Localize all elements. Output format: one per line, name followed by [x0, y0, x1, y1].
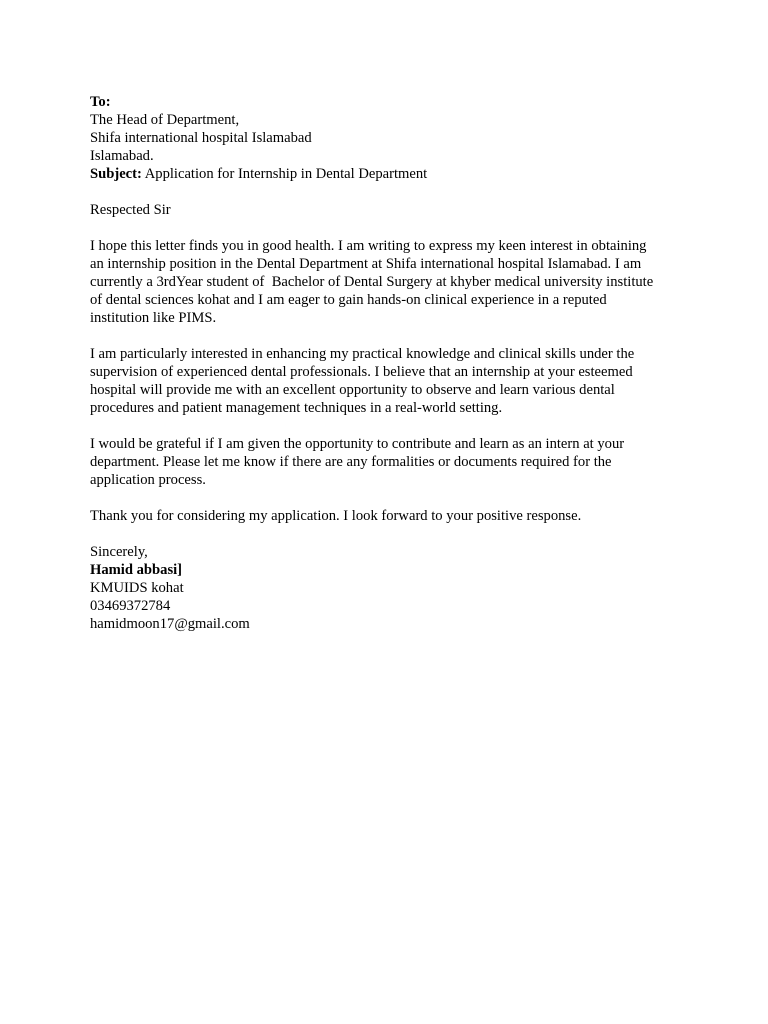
recipient-city: Islamabad.: [90, 148, 154, 164]
paragraph-line: currently a 3rdYear student of Bachelor of Dental Surgery at khyber medical university institute: [90, 274, 654, 290]
recipient-block: [90, 93, 690, 183]
sender-name: Hamid abbasi]: [90, 562, 183, 578]
sender-phone: 03469372784: [90, 598, 171, 614]
body-paragraph-4: [90, 507, 690, 525]
greeting: Respected Sir: [90, 202, 171, 218]
spacer: [90, 525, 690, 543]
paragraph-line: Thank you for considering my application. I look forward to your positive response.: [90, 508, 582, 524]
recipient-title: The Head of Department,: [90, 112, 240, 128]
spacer: [90, 489, 690, 507]
subject-text: Application for Internship in Dental Department: [141, 166, 428, 182]
body-paragraph-2: [90, 345, 690, 417]
subject-line: [90, 165, 690, 183]
paragraph-line: procedures and patient management techniques in a real-world setting.: [90, 400, 503, 416]
spacer: [90, 219, 690, 237]
paragraph-line: of dental sciences kohat and I am eager to gain hands-on clinical experience in a reputed: [90, 292, 607, 308]
paragraph-line: I am particularly interested in enhancing my practical knowledge and clinical skills under the: [90, 346, 635, 362]
paragraph-line: an internship position in the Dental Department at Shifa international hospital Islamabad. I am: [90, 256, 642, 272]
sender-institution: KMUIDS kohat: [90, 580, 184, 596]
sender-email: hamidmoon17@gmail.com: [90, 616, 250, 632]
spacer: [90, 183, 690, 201]
paragraph-line: application process.: [90, 472, 206, 488]
paragraph-line: I would be grateful if I am given the opportunity to contribute and learn as an intern at your: [90, 436, 625, 452]
closing: Sincerely,: [90, 544, 148, 560]
paragraph-line: supervision of experienced dental professionals. I believe that an internship at your esteemed: [90, 364, 633, 380]
paragraph-line: hospital will provide me with an excellent opportunity to observe and learn various dental: [90, 382, 615, 398]
spacer: [90, 417, 690, 435]
subject-label: Subject:: [90, 166, 142, 182]
letter-page: [90, 93, 690, 633]
spacer: [90, 327, 690, 345]
recipient-hospital: Shifa international hospital Islamabad: [90, 130, 312, 146]
body-paragraph-3: [90, 435, 690, 489]
paragraph-line: institution like PIMS.: [90, 310, 217, 326]
body-paragraph-1: [90, 237, 690, 327]
to-label: To:: [90, 94, 111, 110]
paragraph-line: department. Please let me know if there are any formalities or documents required for the: [90, 454, 612, 470]
paragraph-line: I hope this letter finds you in good health. I am writing to express my keen interest in obtaining: [90, 238, 647, 254]
signature-block: [90, 543, 690, 633]
